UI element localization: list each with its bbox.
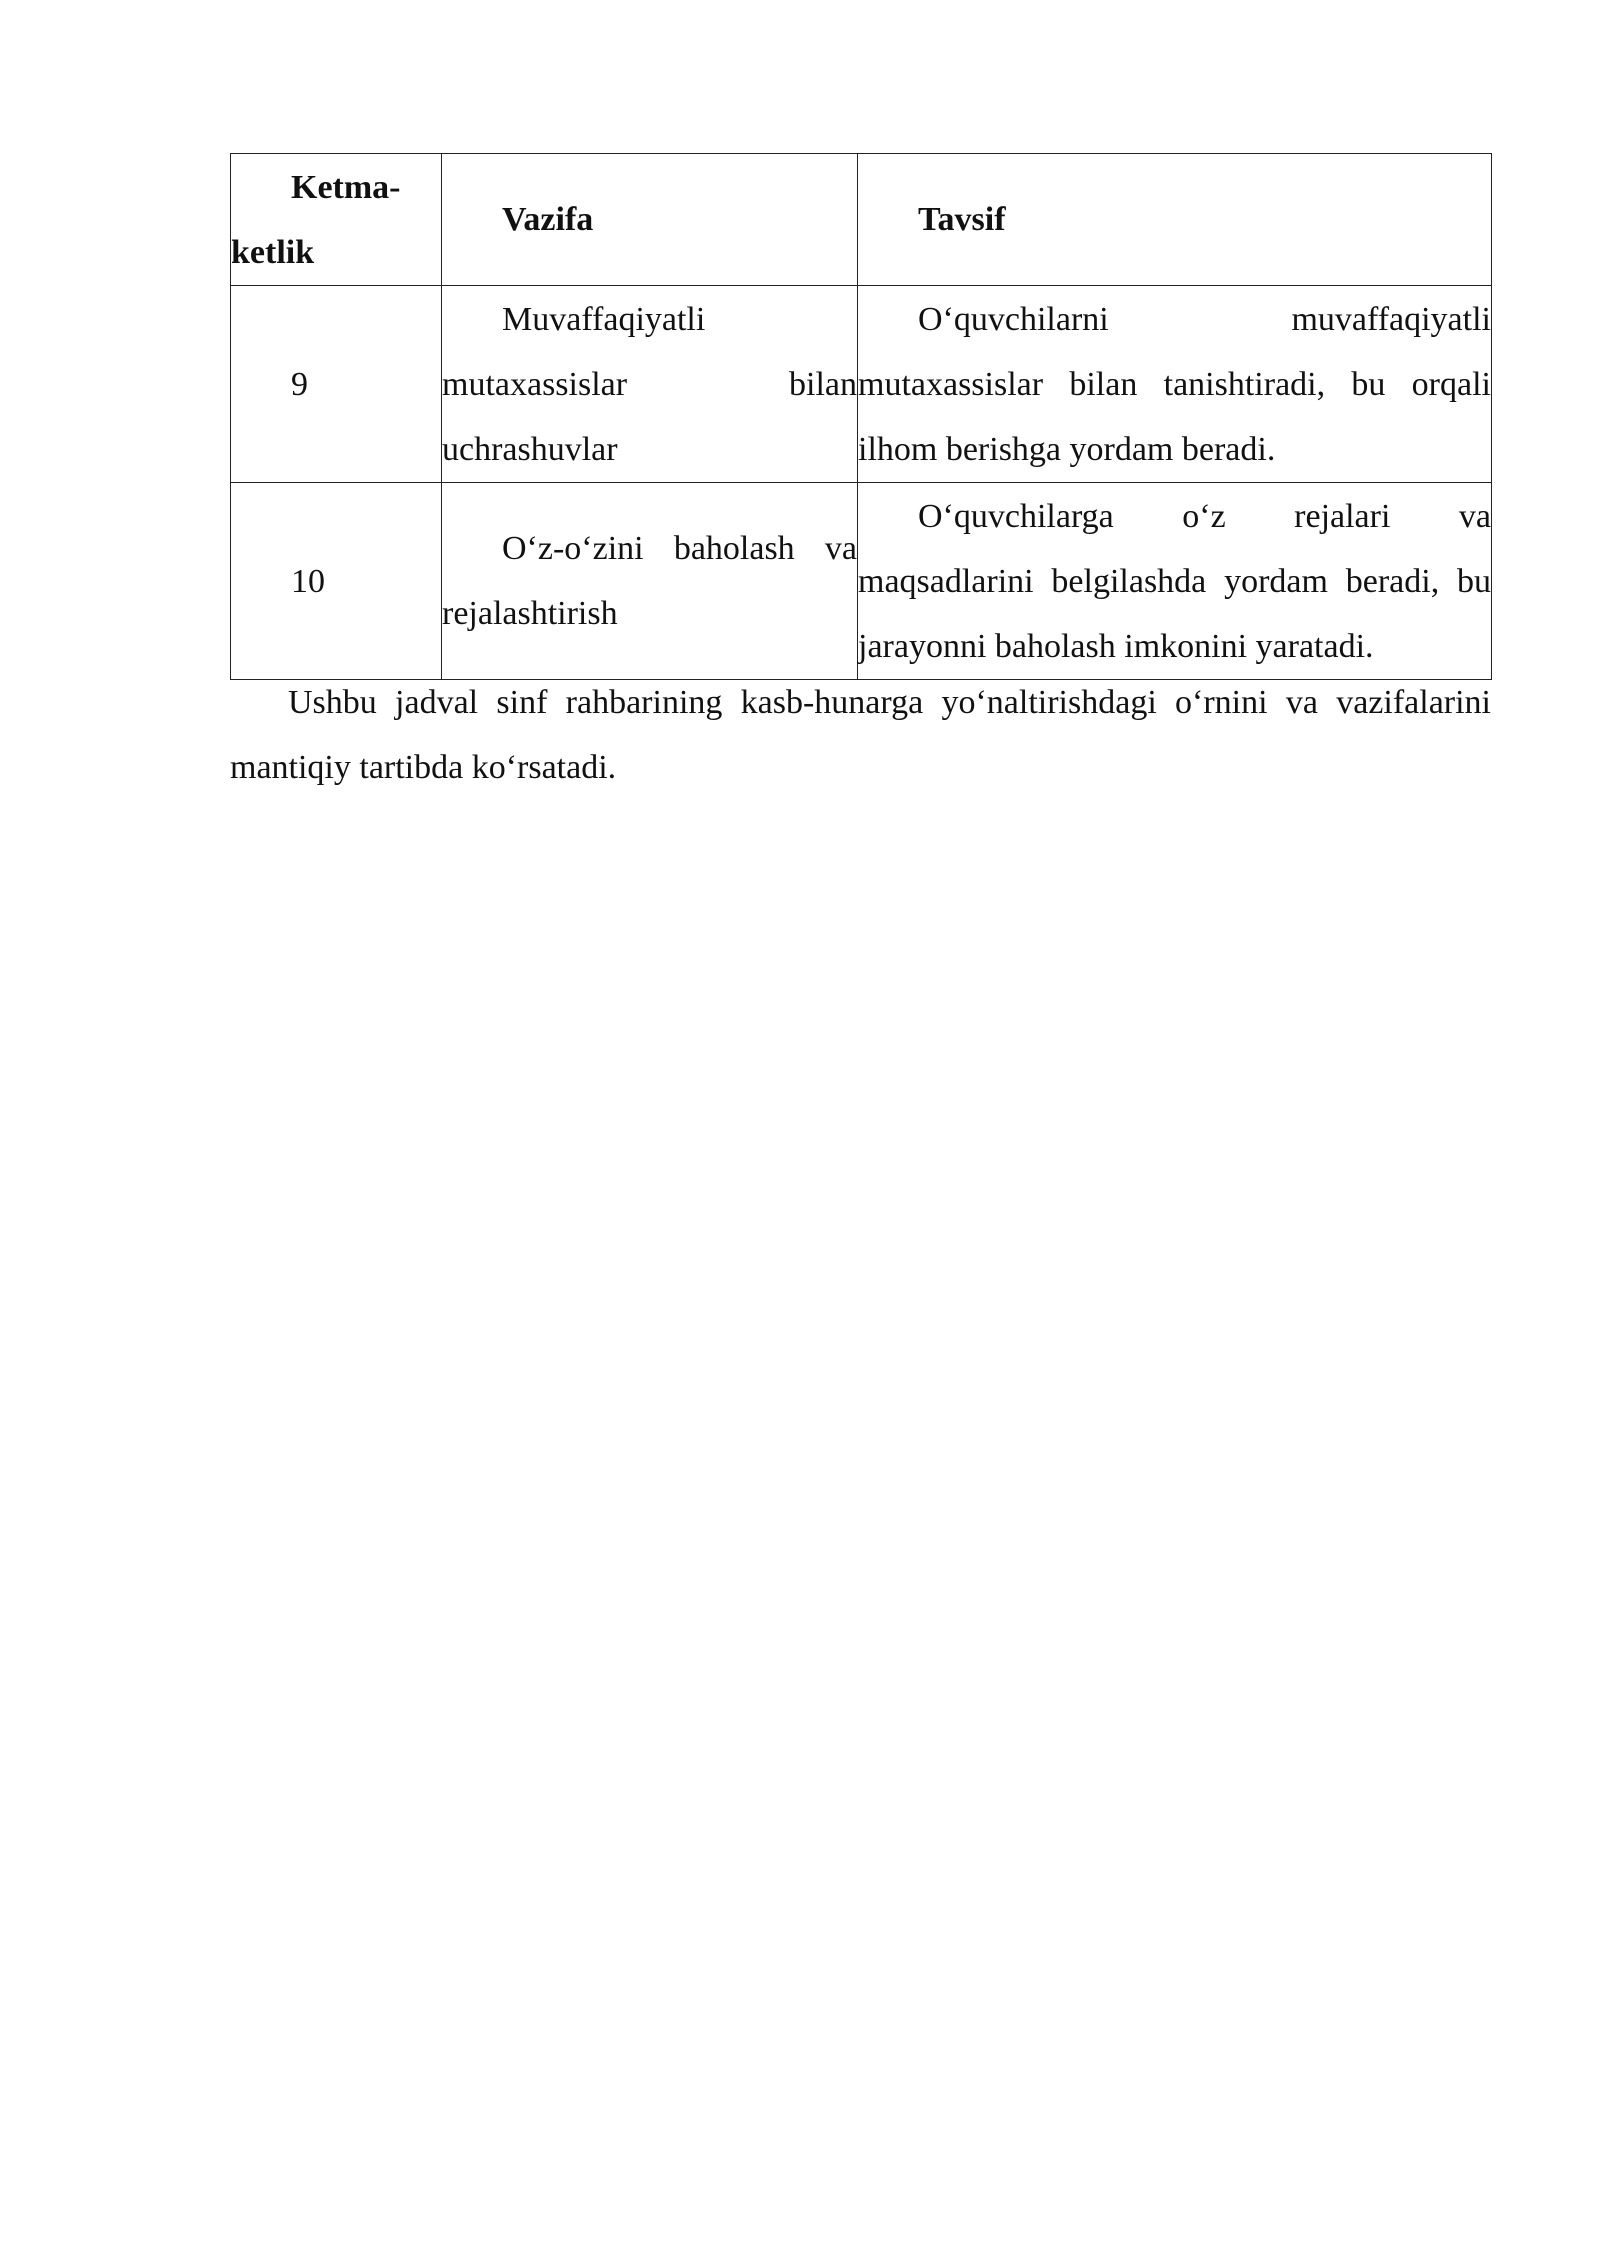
row-number: 9 — [231, 286, 442, 483]
header-sequence — [231, 154, 442, 286]
header-task-label: Vazifa — [502, 201, 594, 238]
tasks-table — [230, 153, 1492, 680]
row-task-cell — [442, 286, 858, 483]
table-row — [231, 286, 1492, 483]
table-summary-paragraph: Ushbu jadval sinf rahbarining kasb-hunarga yo‘naltirishdagi o‘rnini va vazifalarini mantiqiy tartibda ko‘rsatadi. — [230, 684, 1491, 786]
row-task: O‘z-o‘zini baholash va rejalashtirish — [442, 530, 857, 632]
header-task — [442, 154, 858, 286]
row-number: 10 — [231, 483, 442, 680]
row-description-cell — [858, 483, 1492, 680]
row-task: Muvaffaqiyatli mutaxassislar bilan uchrashuvlar — [442, 300, 857, 468]
table-header-row — [231, 154, 1492, 286]
header-sequence-label: Ketma-ketlik — [231, 168, 401, 271]
header-description — [858, 154, 1492, 286]
row-description-cell — [858, 286, 1492, 483]
table-row — [231, 483, 1492, 680]
row-description: O‘quvchilarga o‘z rejalari va maqsadlarini belgilashda yordam beradi, bu jarayonni baholash imkonini yaratadi. — [858, 497, 1491, 665]
row-description: O‘quvchilarni muvaffaqiyatli mutaxassislar bilan tanishtiradi, bu orqali ilhom berishga yordam beradi. — [858, 300, 1491, 468]
row-task-cell — [442, 483, 858, 680]
header-description-label: Tavsif — [918, 201, 1006, 238]
